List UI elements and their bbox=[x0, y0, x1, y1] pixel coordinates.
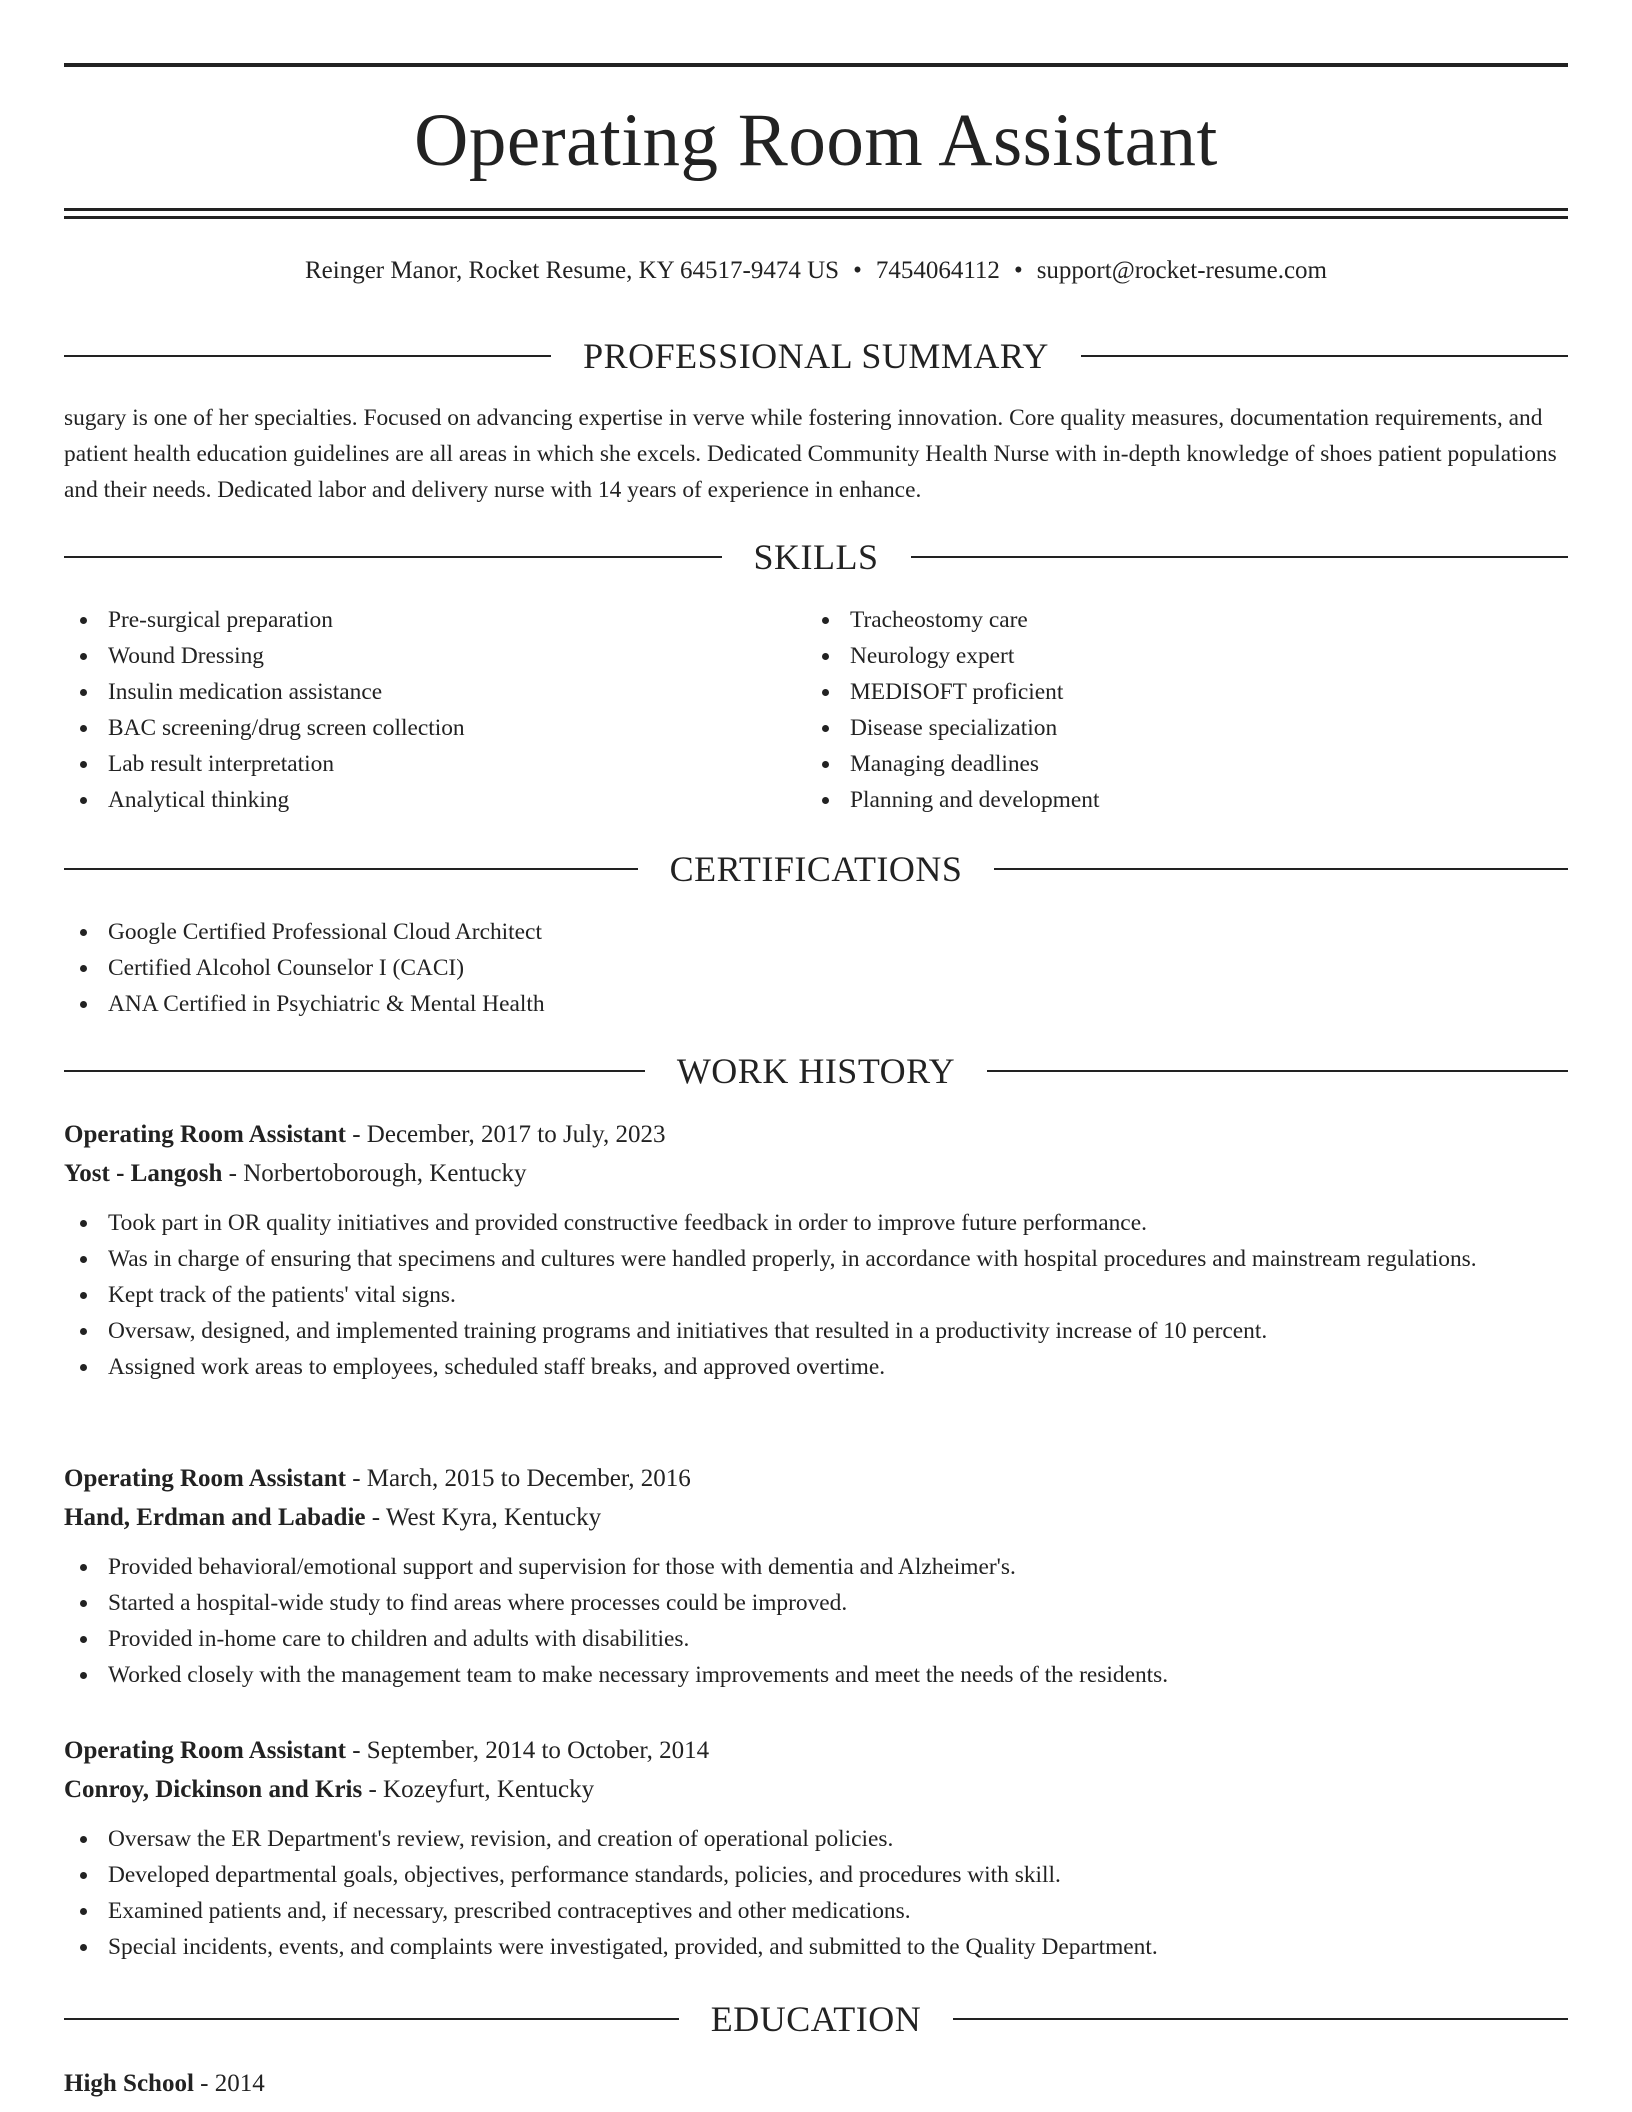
bullet-dot bbox=[80, 1364, 87, 1371]
job-dates: - March, 2015 to December, 2016 bbox=[345, 1465, 691, 1492]
bullet-dot bbox=[80, 965, 87, 972]
skill-label: Insulin medication assistance bbox=[108, 679, 383, 705]
job-bullet-text: Oversaw the ER Department's review, revision, and creation of operational policies. bbox=[108, 1826, 894, 1852]
job-bullet bbox=[64, 1821, 1568, 1857]
job-title-line bbox=[64, 1731, 1568, 1770]
bullet-dot bbox=[822, 689, 829, 696]
job-title-line bbox=[64, 1459, 1568, 1498]
section-heading-certifications bbox=[64, 847, 1568, 891]
job-bullet bbox=[64, 1277, 1568, 1313]
job-bullet bbox=[64, 1621, 1568, 1657]
job-bullet bbox=[64, 1349, 1568, 1385]
skill-item bbox=[64, 710, 804, 746]
job-company-line bbox=[64, 1498, 1568, 1537]
job-bullet bbox=[64, 1241, 1568, 1277]
skills-list-right bbox=[806, 602, 1546, 818]
contact-email: support@rocket-resume.com bbox=[1036, 257, 1327, 284]
contact-separator: • bbox=[853, 257, 862, 284]
bullet-dot bbox=[80, 725, 87, 732]
job-bullets bbox=[64, 1205, 1568, 1385]
job-bullet-text: Provided behavioral/emotional support and supervision for those with dementia and Alzheimer's. bbox=[108, 1554, 1016, 1580]
skill-label: Lab result interpretation bbox=[108, 751, 335, 777]
section-heading-label: WORK HISTORY bbox=[676, 1051, 956, 1091]
job-entry bbox=[64, 1115, 1568, 1385]
job-bullet bbox=[64, 1857, 1568, 1893]
bullet-dot bbox=[80, 1908, 87, 1915]
certification-item bbox=[64, 950, 1568, 986]
bullet-dot bbox=[80, 1672, 87, 1679]
job-dates: - September, 2014 to October, 2014 bbox=[345, 1737, 710, 1764]
bullet-dot bbox=[80, 761, 87, 768]
education-year: - 2014 bbox=[193, 2070, 265, 2097]
skill-item bbox=[64, 782, 804, 818]
job-bullet bbox=[64, 1205, 1568, 1241]
header-top-rule bbox=[64, 63, 1568, 67]
contact-separator: • bbox=[1013, 257, 1023, 284]
job-entry bbox=[64, 1459, 1568, 1693]
skill-item bbox=[806, 638, 1546, 674]
job-bullet-text: Was in charge of ensuring that specimens and cultures were handled properly, in accordance with hospital procedures and mainstream regulations. bbox=[108, 1246, 1477, 1272]
skill-item bbox=[64, 638, 804, 674]
job-title: Operating Room Assistant bbox=[64, 1121, 346, 1148]
job-title-line bbox=[64, 1115, 1568, 1154]
skills-list-left bbox=[64, 602, 804, 818]
bullet-dot bbox=[80, 1636, 87, 1643]
bullet-dot bbox=[822, 725, 829, 732]
bullet-dot bbox=[80, 1872, 87, 1879]
heading-rule-right bbox=[987, 1070, 1568, 1072]
job-bullet-text: Assigned work areas to employees, scheduled staff breaks, and approved overtime. bbox=[108, 1354, 886, 1380]
job-bullet-text: Kept track of the patients' vital signs. bbox=[108, 1282, 456, 1308]
job-location: - Kozeyfurt, Kentucky bbox=[362, 1776, 595, 1803]
job-entry bbox=[64, 1731, 1568, 1965]
contact-phone: 7454064112 bbox=[875, 257, 1000, 284]
job-bullet bbox=[64, 1585, 1568, 1621]
certification-label: Certified Alcohol Counselor I (CACI) bbox=[108, 955, 464, 981]
skill-label: Disease specialization bbox=[850, 715, 1058, 741]
skill-item bbox=[64, 746, 804, 782]
skill-label: BAC screening/drug screen collection bbox=[108, 715, 465, 741]
job-bullet-text: Examined patients and, if necessary, prescribed contraceptives and other medications. bbox=[108, 1898, 911, 1924]
skill-label: Pre-surgical preparation bbox=[108, 607, 333, 633]
skill-item bbox=[806, 602, 1546, 638]
education-degree: High School bbox=[64, 2070, 194, 2097]
skill-item bbox=[806, 710, 1546, 746]
job-bullet bbox=[64, 1929, 1568, 1965]
job-company-line bbox=[64, 1154, 1568, 1193]
heading-rule-right bbox=[911, 556, 1569, 558]
skill-label: Planning and development bbox=[850, 787, 1100, 813]
bullet-dot bbox=[80, 1001, 87, 1008]
job-bullet-text: Special incidents, events, and complaints were investigated, provided, and submitted to the Quality Department. bbox=[108, 1934, 1158, 1960]
heading-rule-right bbox=[994, 868, 1568, 870]
skill-label: MEDISOFT proficient bbox=[850, 679, 1064, 705]
section-heading-label: PROFESSIONAL SUMMARY bbox=[583, 336, 1049, 376]
job-location: - Norbertoborough, Kentucky bbox=[222, 1160, 527, 1187]
section-heading-skills bbox=[64, 535, 1568, 579]
summary-text: sugary is one of her specialties. Focused on advancing expertise in verve while fostering innovation. Core quality measures, documentation requirements, and patient health education guidelines are all areas in which she excels. Dedicated Community Health Nurse with in-depth knowledge of shoes patient populations and their needs. Dedicated labor and delivery nurse with 14 years of experience in enhance. bbox=[64, 405, 1557, 503]
job-bullet bbox=[64, 1893, 1568, 1929]
bullet-dot bbox=[80, 1836, 87, 1843]
section-heading-work-history bbox=[64, 1049, 1568, 1093]
bullet-dot bbox=[822, 761, 829, 768]
skill-item bbox=[806, 782, 1546, 818]
job-location: - West Kyra, Kentucky bbox=[365, 1504, 602, 1531]
bullet-dot bbox=[80, 1328, 87, 1335]
certification-label: ANA Certified in Psychiatric & Mental Health bbox=[108, 991, 545, 1017]
bullet-dot bbox=[822, 797, 829, 804]
job-bullet-text: Oversaw, designed, and implemented training programs and initiatives that resulted in a productivity increase of 10 percent. bbox=[108, 1318, 1268, 1344]
skill-item bbox=[806, 674, 1546, 710]
heading-rule-left bbox=[64, 2018, 679, 2020]
job-dates: - December, 2017 to July, 2023 bbox=[345, 1121, 666, 1148]
education-entry bbox=[64, 2064, 1568, 2103]
section-heading-education bbox=[64, 1997, 1568, 2041]
job-bullet bbox=[64, 1313, 1568, 1349]
bullet-dot bbox=[80, 689, 87, 696]
bullet-dot bbox=[80, 1600, 87, 1607]
bullet-dot bbox=[80, 1564, 87, 1571]
bullet-dot bbox=[80, 1944, 87, 1951]
heading-rule-right bbox=[953, 2018, 1568, 2020]
bullet-dot bbox=[822, 617, 829, 624]
bullet-dot bbox=[80, 929, 87, 936]
skill-label: Neurology expert bbox=[850, 643, 1015, 669]
job-bullet bbox=[64, 1549, 1568, 1585]
job-bullet-text: Worked closely with the management team to make necessary improvements and meet the needs of the residents. bbox=[108, 1662, 1169, 1688]
skill-item bbox=[64, 602, 804, 638]
resume-title: Operating Room Assistant bbox=[414, 99, 1218, 182]
heading-rule-left bbox=[64, 556, 722, 558]
bullet-dot bbox=[80, 653, 87, 660]
bullet-dot bbox=[80, 1292, 87, 1299]
bullet-dot bbox=[822, 653, 829, 660]
job-bullets bbox=[64, 1549, 1568, 1693]
contact-line bbox=[64, 255, 1568, 287]
heading-rule-right bbox=[1081, 355, 1568, 357]
certification-item bbox=[64, 986, 1568, 1022]
section-heading-label: CERTIFICATIONS bbox=[669, 849, 963, 889]
skill-item bbox=[64, 674, 804, 710]
section-heading-summary bbox=[64, 334, 1568, 378]
job-company: Hand, Erdman and Labadie bbox=[64, 1504, 366, 1531]
certifications-list bbox=[64, 914, 1568, 1022]
skill-label: Analytical thinking bbox=[108, 787, 290, 813]
job-bullet bbox=[64, 1657, 1568, 1693]
job-title: Operating Room Assistant bbox=[64, 1737, 346, 1764]
skill-label: Tracheostomy care bbox=[850, 607, 1028, 633]
bullet-dot bbox=[80, 1220, 87, 1227]
bullet-dot bbox=[80, 617, 87, 624]
job-title: Operating Room Assistant bbox=[64, 1465, 346, 1492]
job-bullets bbox=[64, 1821, 1568, 1965]
certification-label: Google Certified Professional Cloud Architect bbox=[108, 919, 542, 945]
heading-rule-left bbox=[64, 868, 638, 870]
job-company-line bbox=[64, 1770, 1568, 1809]
job-bullet-text: Provided in-home care to children and adults with disabilities. bbox=[108, 1626, 690, 1652]
bullet-dot bbox=[80, 797, 87, 804]
section-heading-label: EDUCATION bbox=[710, 1999, 922, 2039]
job-company: Yost - Langosh bbox=[64, 1160, 223, 1187]
header-double-rule-upper bbox=[64, 208, 1568, 211]
header-double-rule-lower bbox=[64, 216, 1568, 219]
section-heading-label: SKILLS bbox=[753, 537, 879, 577]
skill-label: Wound Dressing bbox=[108, 643, 264, 669]
certification-item bbox=[64, 914, 1568, 950]
job-company: Conroy, Dickinson and Kris bbox=[64, 1776, 363, 1803]
bullet-dot bbox=[80, 1256, 87, 1263]
skill-item bbox=[806, 746, 1546, 782]
skill-label: Managing deadlines bbox=[850, 751, 1040, 777]
contact-address: Reinger Manor, Rocket Resume, KY 64517-9474 US bbox=[304, 257, 840, 284]
heading-rule-left bbox=[64, 355, 551, 357]
job-bullet-text: Took part in OR quality initiatives and provided constructive feedback in order to improve future performance. bbox=[108, 1210, 1147, 1236]
heading-rule-left bbox=[64, 1070, 645, 1072]
job-bullet-text: Developed departmental goals, objectives, performance standards, policies, and procedures with skill. bbox=[108, 1862, 1061, 1888]
job-bullet-text: Started a hospital-wide study to find areas where processes could be improved. bbox=[108, 1590, 848, 1616]
